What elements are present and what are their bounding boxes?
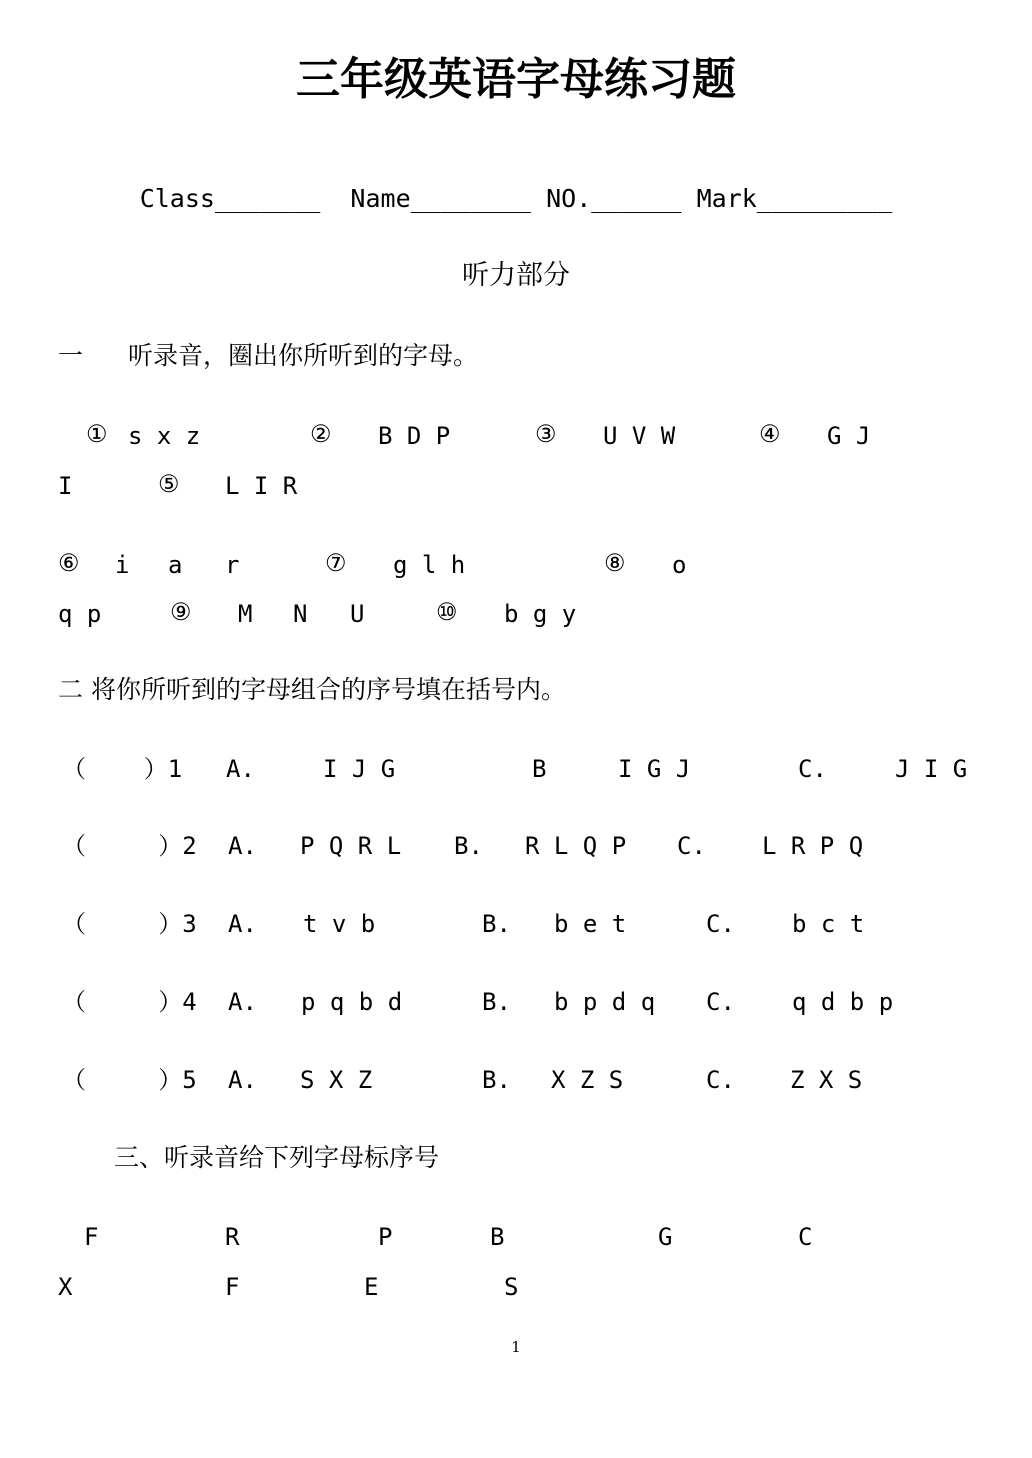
option-a: p q b d [301, 988, 403, 1016]
item-letters-wrap: q p [58, 600, 102, 628]
option-b: I G J [618, 755, 691, 783]
item-letters: g l h [393, 551, 466, 579]
item-number: ⑤ [158, 470, 180, 498]
option-b-label: B [532, 755, 547, 783]
letter-item: E [364, 1273, 379, 1301]
item-number: ② [310, 420, 332, 448]
option-b: X Z S [551, 1066, 624, 1094]
item-letters: L I R [225, 472, 298, 500]
option-c-label: C. [706, 910, 735, 938]
item-letters: s x z [128, 422, 201, 450]
part3-instruction: 三、听录音给下列字母标序号 [114, 1143, 440, 1172]
item-letters-extra: r [225, 551, 240, 579]
letter-item: P [378, 1223, 393, 1251]
part1-number: 一 [58, 341, 84, 370]
page-number: 1 [511, 1338, 521, 1356]
option-c-label: C. [677, 832, 706, 860]
question-paren: （ ）4 [62, 988, 197, 1016]
letter-item: B [490, 1223, 505, 1251]
question-paren: （ ）1 [62, 755, 183, 783]
option-a-label: A. [228, 832, 257, 860]
option-c: Z X S [790, 1066, 863, 1094]
question-paren: （ ）5 [62, 1066, 197, 1094]
letter-item: R [225, 1223, 240, 1251]
item-number: ④ [759, 420, 781, 448]
option-b-label: B. [482, 1066, 511, 1094]
option-c: J I G [895, 755, 968, 783]
option-c: b c t [792, 910, 865, 938]
letter-item: F [225, 1273, 240, 1301]
option-a-label: A. [228, 1066, 257, 1094]
option-b: b e t [554, 910, 627, 938]
item-number: ① [86, 420, 108, 448]
question-paren: （ ）2 [62, 832, 197, 860]
option-c-label: C. [706, 1066, 735, 1094]
option-b-label: B. [482, 988, 511, 1016]
item-letters-extra: U [350, 600, 365, 628]
item-letters-wrap: I [58, 472, 73, 500]
letter-item: G [658, 1223, 673, 1251]
option-a: S X Z [300, 1066, 373, 1094]
item-number: ⑩ [436, 598, 458, 626]
item-letters-extra: a [168, 551, 183, 579]
option-c-label: C. [706, 988, 735, 1016]
option-c: L R P Q [762, 832, 864, 860]
option-a-label: A. [228, 910, 257, 938]
item-letters: G J [827, 422, 871, 450]
item-letters: B D P [378, 422, 451, 450]
item-letters: o [672, 551, 687, 579]
student-info-line: Class_______ Name________ NO.______ Mark_________ [139, 184, 893, 213]
option-c: q d b p [792, 988, 894, 1016]
option-a: I J G [323, 755, 396, 783]
item-number: ⑦ [325, 549, 347, 577]
item-letters: i [115, 551, 130, 579]
letter-item: X [58, 1273, 73, 1301]
letter-item: C [798, 1223, 813, 1251]
option-a-label: A. [226, 755, 255, 783]
item-letters: M [238, 600, 253, 628]
item-letters: b g y [504, 600, 577, 628]
option-b-label: B. [482, 910, 511, 938]
option-b: R L Q P [525, 832, 627, 860]
option-a: P Q R L [300, 832, 402, 860]
item-number: ③ [535, 420, 557, 448]
page-title: 三年级英语字母练习题 [296, 54, 736, 105]
section-title: 听力部分 [462, 260, 570, 291]
option-a: t v b [303, 910, 376, 938]
option-a-label: A. [228, 988, 257, 1016]
letter-item: S [504, 1273, 519, 1301]
item-number: ⑧ [604, 549, 626, 577]
item-letters: U V W [603, 422, 676, 450]
letter-item: F [84, 1223, 99, 1251]
item-number: ⑥ [58, 549, 80, 577]
option-b-label: B. [454, 832, 483, 860]
option-c-label: C. [798, 755, 827, 783]
item-letters-extra: N [293, 600, 308, 628]
item-number: ⑨ [170, 598, 192, 626]
part1-instruction: 听录音，圈出你所听到的字母。 [128, 341, 479, 370]
question-paren: （ ）3 [62, 910, 197, 938]
part2-instruction: 二 将你所听到的字母组合的序号填在括号内。 [58, 675, 566, 704]
option-b: b p d q [554, 988, 656, 1016]
